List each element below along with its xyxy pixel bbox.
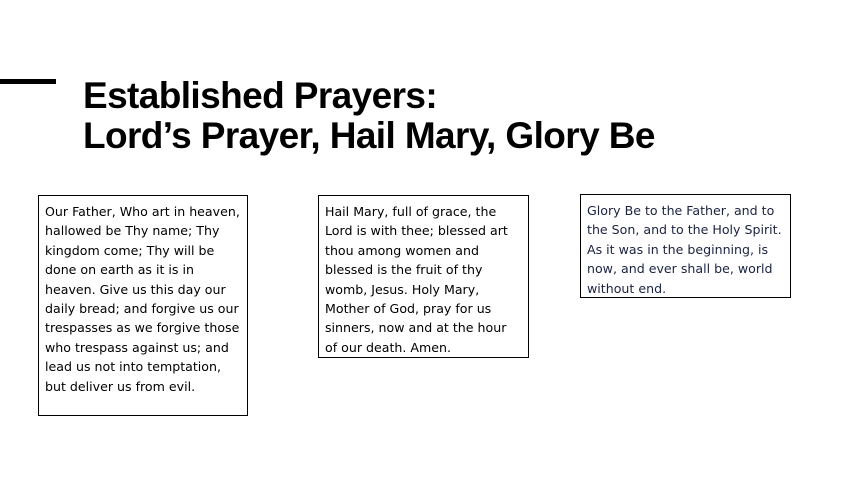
slide-title-line-2: Lord’s Prayer, Hail Mary, Glory Be	[83, 115, 655, 156]
lords-prayer-text: Our Father, Who art in heaven, hallowed be Thy name; Thy kingdom come; Thy will be done on earth as it is in heaven. Give us this day our daily bread; and forgive us our trespasses as we forgive those who trespass against us; and lead us not into temptation, but deliver us from evil.	[45, 204, 240, 394]
glory-be-box	[580, 194, 791, 298]
title-accent-bar	[0, 79, 56, 84]
hail-mary-box	[318, 195, 529, 358]
glory-be-text: Glory Be to the Father, and to the Son, and to the Holy Spirit. As it was in the beginning, is now, and ever shall be, world without end.	[587, 203, 782, 296]
slide-title	[83, 76, 655, 156]
slide-title-line-1: Established Prayers:	[83, 75, 438, 116]
lords-prayer-box	[38, 195, 248, 416]
hail-mary-text: Hail Mary, full of grace, the Lord is with thee; blessed art thou among women and blessed is the fruit of thy womb, Jesus. Holy Mary, Mother of God, pray for us sinners, now and at the hour of our death. Amen.	[325, 204, 508, 355]
